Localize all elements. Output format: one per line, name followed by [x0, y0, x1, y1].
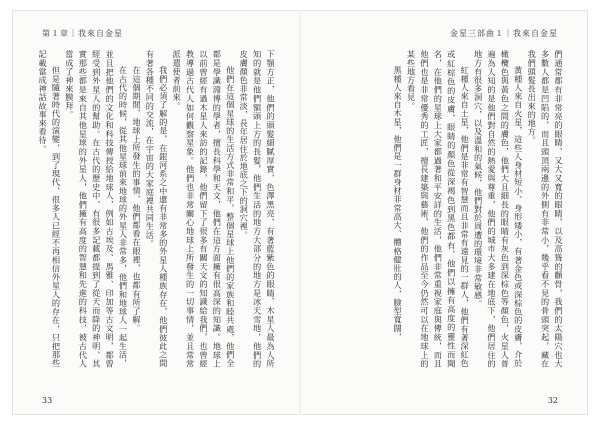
left-paragraph-3: 我們必須了解的是，在銀河系之中還有非常多的外星人種族存在，他們彼此之間有著各種不同的交流，在宇宙的大家庭裡共同生活。 [145, 50, 169, 368]
left-paragraph-2: 他們在這個星球的生活方式非常和平，整個星球上他們的家族和睦共處，他們全都是學識淵博的學者，擅長科學和天文，他們在這方面擁有很高深的知識。地球上以前曾經有過木星人來訪的記錄，他們留下了很多有關天文的知識給我們，也曾經教導過古代人如何觀察星象。他們也非常關心地球上所發生的一切事情，並且常常派遣使者前來。 [172, 50, 236, 368]
left-paragraph-5: 在古代的時候，從其他星球前來地球的外星人非常多，他們和地球人一起生活，並且把他們的文化和科技傳授給地球人，例如古埃及、馬雅、印加等古文明，都曾經受到外星人的幫助。在古代的歷史中，有很多記載都提到了從天而降的神明，其實那些都是來自其他星球的外星人，他們擁有高度的智慧和先進的科技，被古代人當成了神來膜拜。 [64, 50, 129, 368]
left-paragraph-6: 但是隨著時代的演變，到了現代，很多人已經不再相信外星人的存在，只把那些記載當成神話故事來看待。 [38, 50, 62, 368]
right-paragraph-3: 紅種人來自土星，他們是非常有智慧而且非常有遠見的一群人，他們有著深紅色或紅棕色的皮膚，眼睛的顏色從深褐色到黑色都有，他們以擁有高度的靈性而聞名，在他們的星球上大家都過著和平安詳的生活，他們非常重視家庭與傳統，而且他們也是非常優秀的工匠，擅長建築與藝術，他們的作品至今仍然可以在地球上的某些地方看見。 [406, 50, 471, 368]
right-running-header: 金星三部曲１｜我來自金星 [450, 29, 558, 38]
left-paragraph-1: 下顎方正，他們的頭髮細膩厚實，色澤黑亮，有著藍紫色的眼睛，木星人最為人所知的就是他們額頭上方的長髮，他們生活的地方大部分的地方是冰天雪地，他們的皮膚顏色非常淡，長年居住於地底之下的洞穴裡。 [239, 50, 276, 368]
right-page-number: 32 [547, 396, 558, 405]
left-page-body [38, 50, 277, 368]
right-paragraph-1: 們通常都有非常亮的眼睛，又大又寬的眼睛，以及高聳的顴骨，我們的太陽穴也大多數人都是凹陷的，而且頭頂兩邊的外側有非常小，幾乎看不見的骨頭突起，藏在我們頭髮長出來的地方。 [527, 50, 564, 368]
left-paragraph-4: 在這個期間，地球上所發生的事情，他們都看在眼裡，也都有所了解。 [131, 66, 142, 333]
right-paragraph-4: 黑種人來自木星，他們是一群身材非常高大、體格健壯的人，臉型寬闊， [393, 66, 404, 342]
left-page [12, 10, 299, 415]
left-page-number: 33 [42, 396, 53, 405]
left-running-header: 第１章｜我來自金星 [42, 29, 123, 38]
book-spread [12, 10, 588, 415]
right-page-body [323, 50, 565, 368]
right-paragraph-2: 黃種人來自火星，這些人身材短小、身形矮小，有著金色或深棕色的皮膚，介於橄欖色與黃色之間的膚色，他們大且細長的眼睛有灰色到深棕色等顏色，火星人普遍為人知的是他們對自然的熱愛與尊重，他們的城市大多建在地底下，他們居住的地方有很多洞穴，以及溫和的氣候，他們對於周遭的環境非常敏感。 [473, 50, 524, 368]
right-page [301, 10, 588, 415]
